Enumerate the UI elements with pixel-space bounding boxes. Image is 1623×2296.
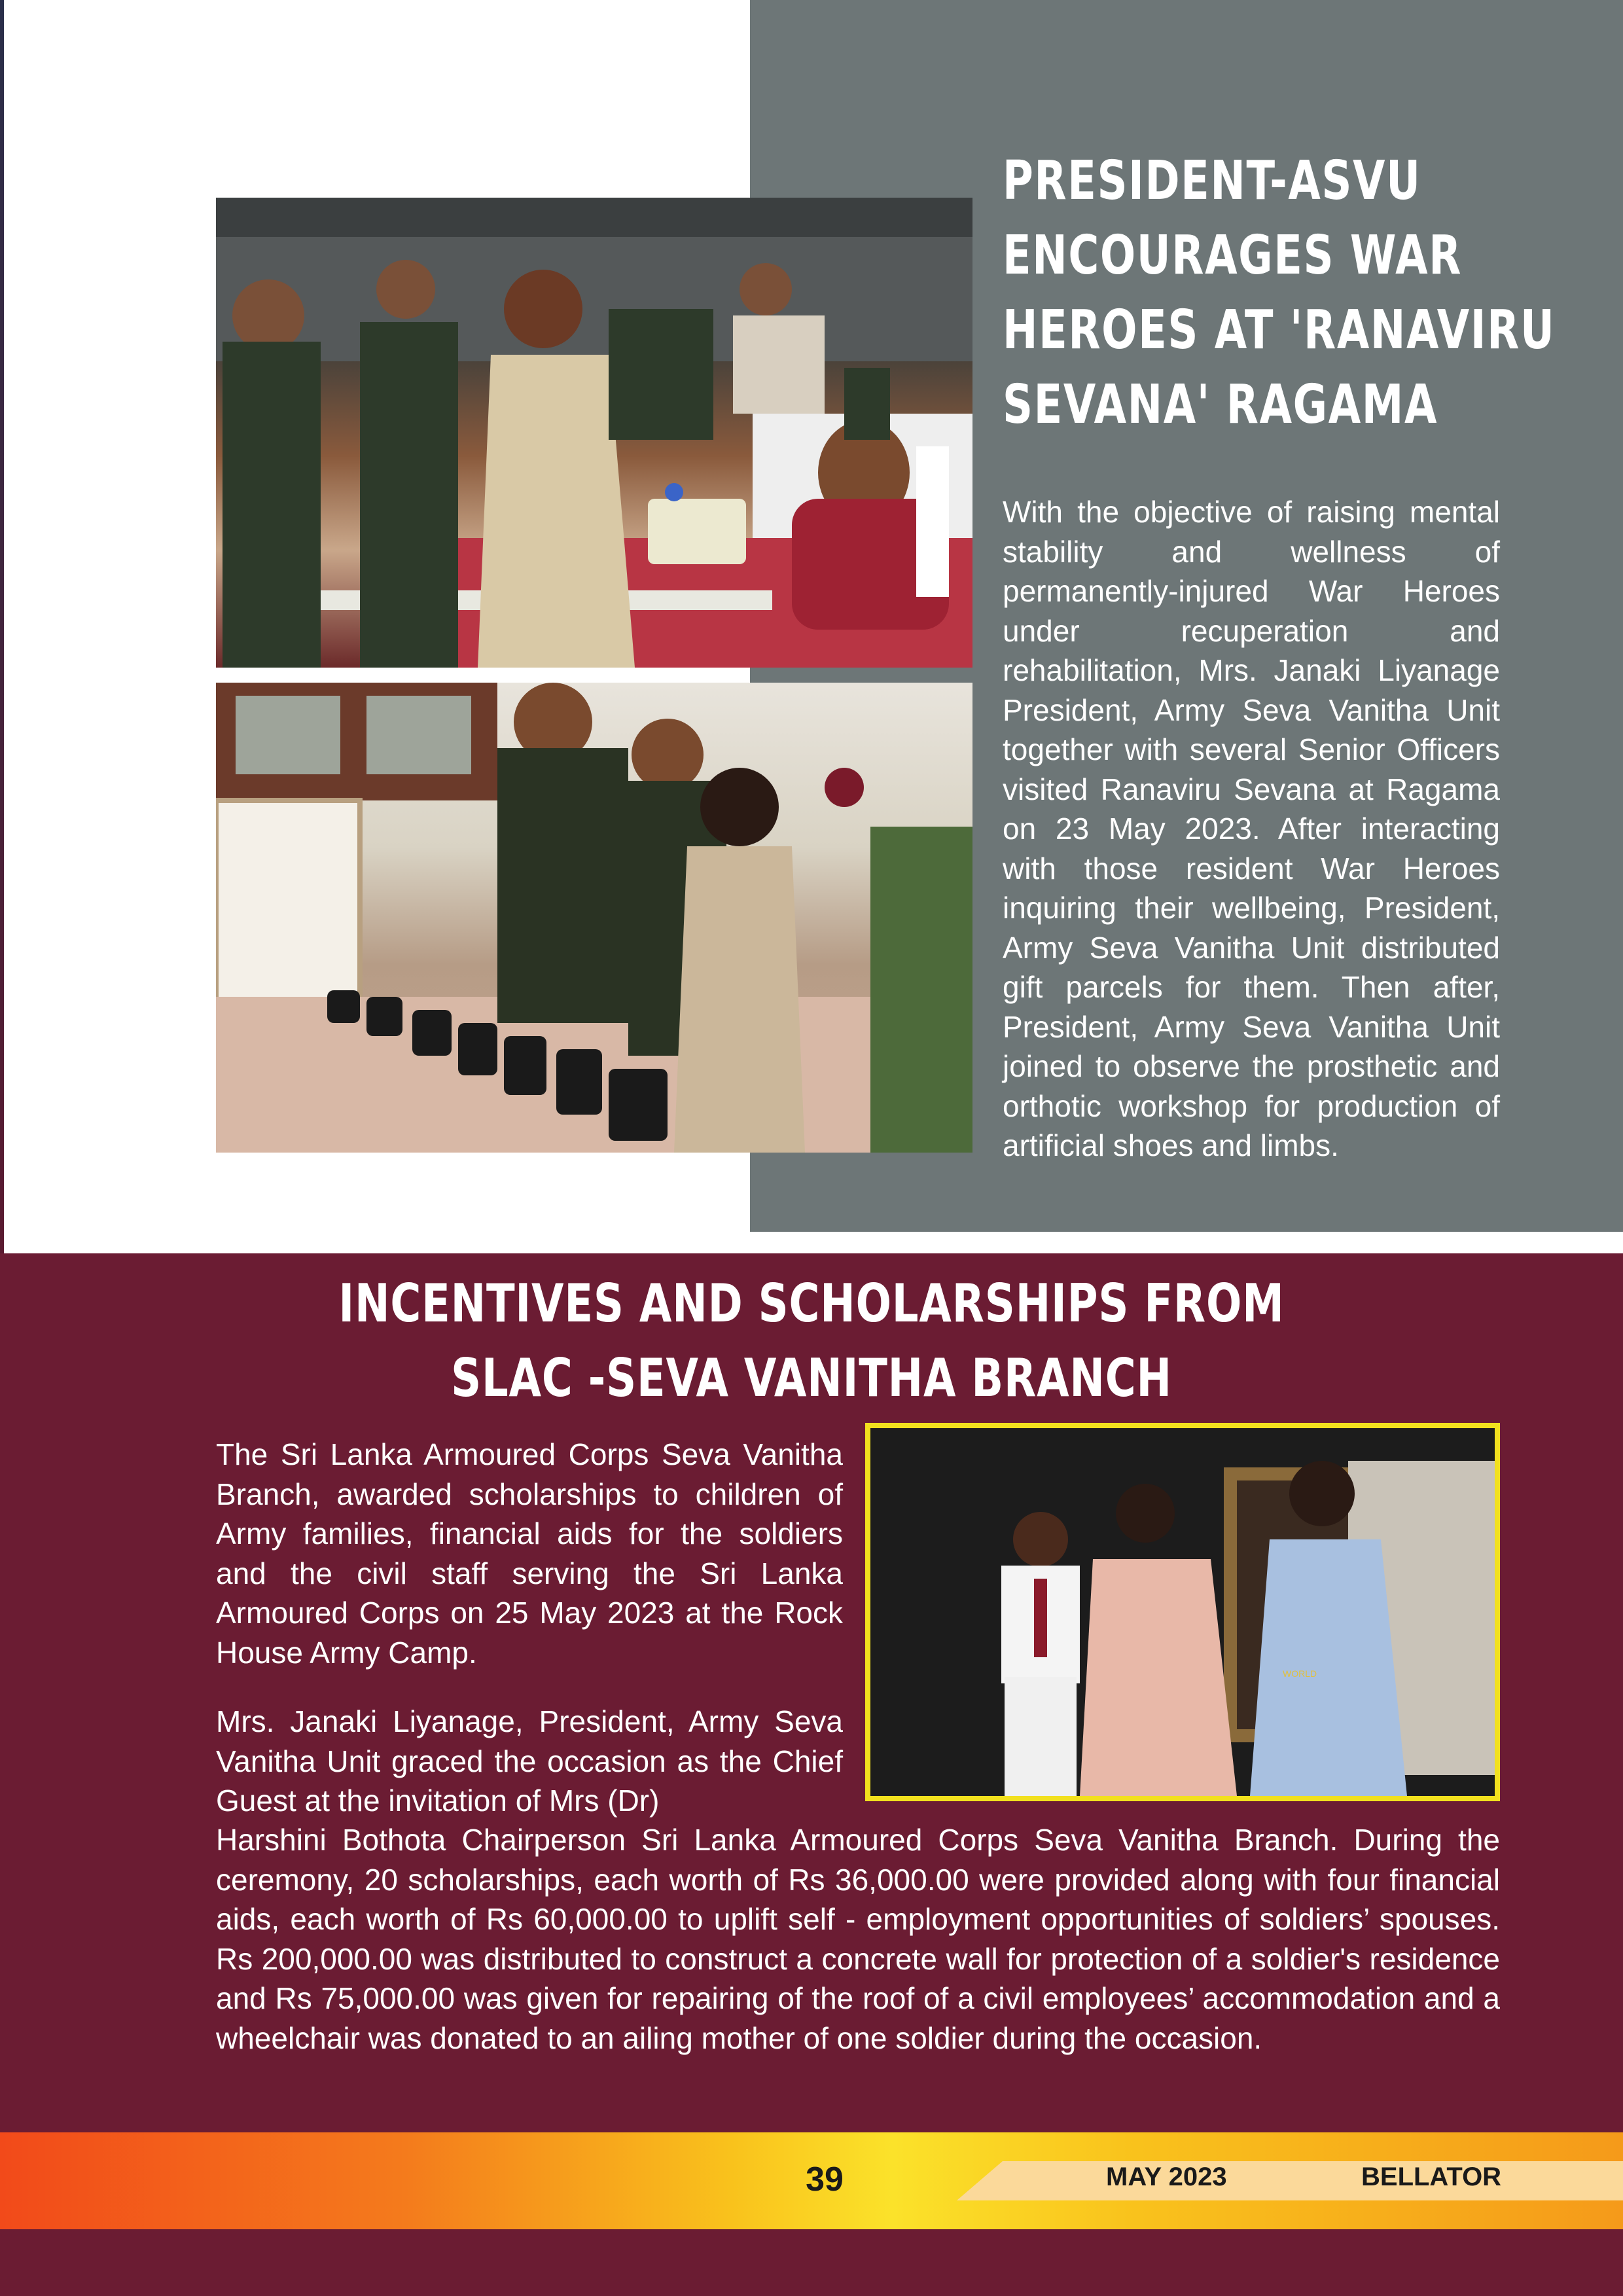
hospital-visit-illustration [216,198,972,668]
banner-text: WORLD [1283,1668,1317,1679]
page-number: 39 [806,2161,844,2198]
issue-date: MAY 2023 [1106,2162,1227,2191]
article-1-title-line: PRESIDENT-ASVU [1003,150,1421,212]
article-2-paragraph-2-continued: Harshini Bothota Chairperson Sri Lanka Armoured Corps Seva Vanitha Branch. During the ceremony, 20 scholarships, each worth of Rs 36,000.00 were provided along with four financial aids, each worth of Rs 60,000.00 to uplift self - employment opportunities of soldiers’ spouses. Rs 200,000.00 was distributed to construct a concrete wall for protection of a soldier's residence and Rs 75,000.00 was given for repairing of the roof of a civil employees’ accommodation and a wheelchair was donated to an ailing mother of one soldier during the occasion. [216,1823,1500,2055]
prosthetic-workshop-photo [216,683,972,1153]
article-2-title [157,1266,1466,1416]
article-2-title-line: SLAC -SEVA VANITHA BRANCH [451,1348,1172,1408]
article-1-title-line: ENCOURAGES WAR [1003,224,1463,287]
page-edge-strip [0,0,4,1253]
article-2-paragraph-1: The Sri Lanka Armoured Corps Seva Vanitha Branch, awarded scholarships to children of Army families, financial aids for the soldiers and the civil staff serving the Sri Lanka Armoured Corps on 25 May 2023 at the Rock House Army Camp. [216,1437,843,1670]
article-2-paragraph-2-start: Mrs. Janaki Liyanage, President, Army Seva Vanitha Unit graced the occasion as the Chief Guest at the invitation of Mrs (Dr) [216,1704,843,1818]
article-1-title-line: SEVANA' RAGAMA [1003,374,1438,436]
workshop-illustration [216,683,972,1153]
article-1-title [1003,144,1564,442]
magazine-name: BELLATOR [1361,2162,1502,2191]
article-1-title-line: HEROES AT 'RANAVIRU [1003,299,1556,361]
article-2-title-line: INCENTIVES AND SCHOLARSHIPS FROM [338,1273,1285,1334]
scholarship-ceremony-photo [865,1423,1500,1801]
hospital-visit-photo [216,198,972,668]
footer-tab [957,2161,1623,2200]
ceremony-illustration [870,1428,1495,1796]
article-1-body: With the objective of raising mental stability and wellness of permanently-injured War Heroes under recuperation and rehabilitation, Mrs. Janaki Liyanage President, Army Seva Vanitha Unit together with several Senior Officers visited Ranaviru Sevana at Ragama on 23 May 2023. After interacting with those resident War Heroes inquiring their wellbeing, President, Army Seva Vanitha Unit distributed gift parcels for them. Then after, President, Army Seva Vanitha Unit joined to observe the prosthetic and orthotic workshop for production of artificial shoes and limbs. [1003,495,1500,1162]
